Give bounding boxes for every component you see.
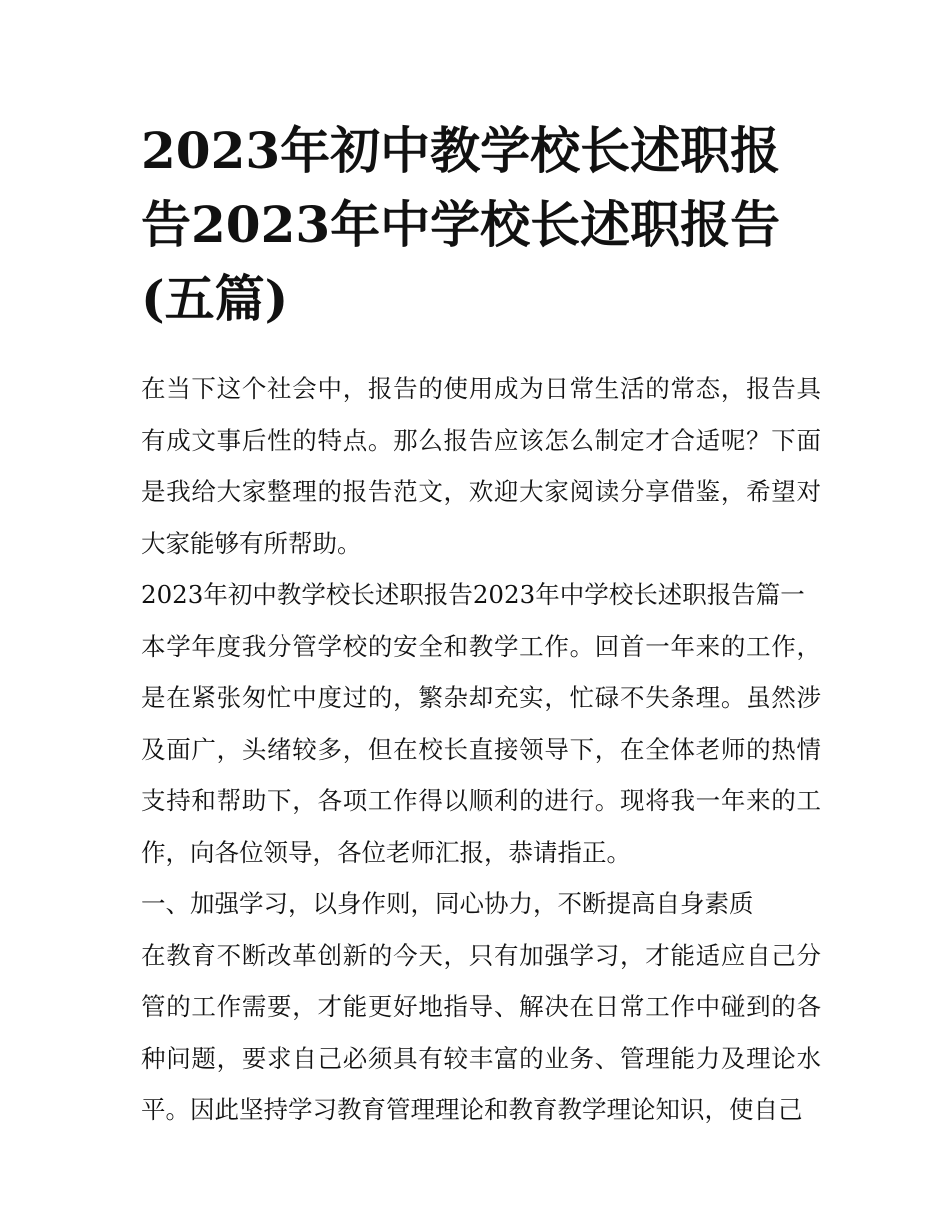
document-title: 2023年初中教学校长述职报告2023年中学校长述职报告(五篇)	[141, 121, 781, 328]
body-paragraph: 在教育不断改革创新的今天，只有加强学习，才能适应自己分管的工作需要，才能更好地指导、解决在日常工作中碰到的各种问题，要求自己必须具有较丰富的业务、管理能力及理论水平。因此坚持学习教育管理理论和教育教学理论知识，使自己	[141, 940, 821, 1124]
intro-paragraph: 在当下这个社会中，报告的使用成为日常生活的常态，报告具有成文事后性的特点。那么报告应该怎么制定才合适呢？下面是我给大家整理的报告范文，欢迎大家阅读分享借鉴，希望对大家能够有所帮助。	[141, 374, 821, 558]
document-content	[141, 114, 821, 1136]
body-paragraph: 本学年度我分管学校的安全和教学工作。回首一年来的工作，是在紧张匆忙中度过的，繁杂却充实，忙碌不失条理。虽然涉及面广，头绪较多，但在校长直接领导下，在全体老师的热情支持和帮助下，各项工作得以顺利的进行。现将我一年来的工作，向各位领导，各位老师汇报，恭请指正。	[141, 631, 821, 867]
document-body	[141, 363, 821, 1136]
section-heading: 2023年初中教学校长述职报告2023年中学校长述职报告篇一	[141, 580, 805, 609]
subsection-heading: 一、加强学习，以身作则，同心协力，不断提高自身素质	[141, 889, 754, 918]
